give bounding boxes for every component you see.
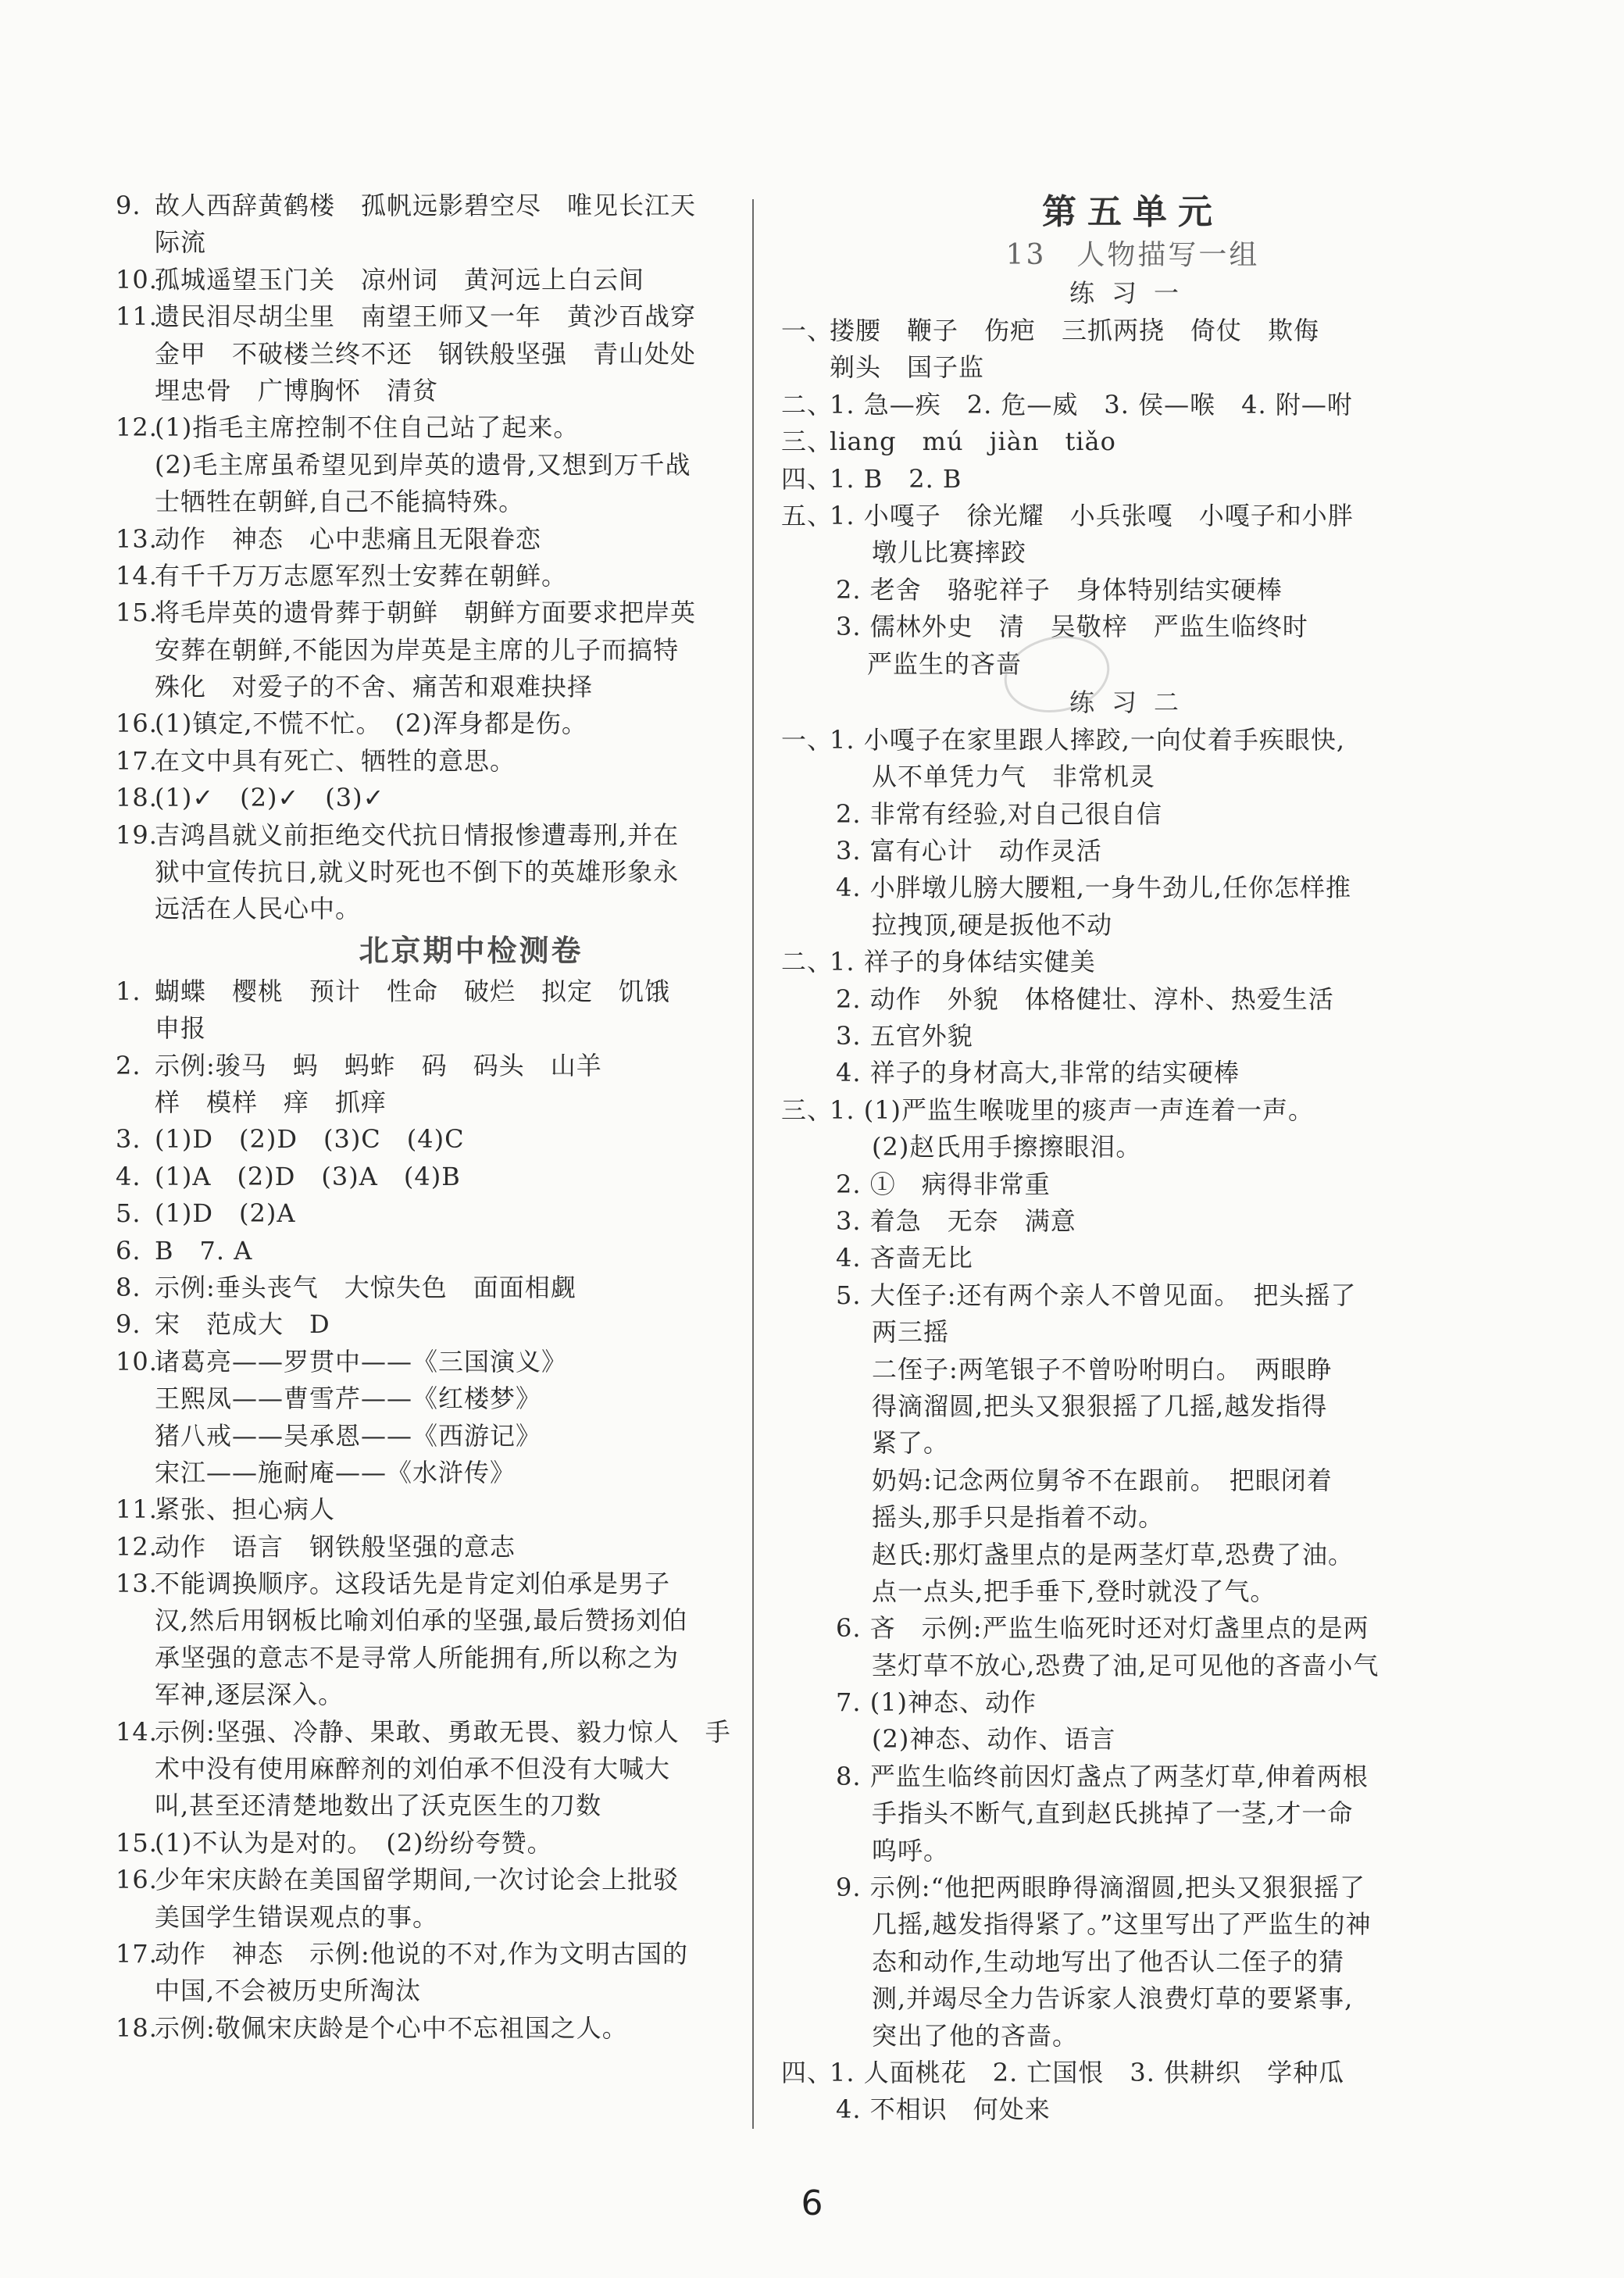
- answer-line: [116, 817, 764, 854]
- item-number: 2.: [116, 1050, 141, 1080]
- answer-line: [116, 594, 764, 631]
- answer-line: [116, 1787, 764, 1824]
- answer-text: 术中没有使用麻醉剂的刘伯承不但没有大喊大: [155, 1754, 671, 1784]
- answer-line: [781, 534, 1437, 571]
- item-number: 10.: [116, 1346, 158, 1376]
- answer-line: [781, 1203, 1437, 1240]
- item-number: 三、: [781, 1094, 833, 1125]
- answer-text: 摇头,那手只是指着不动。: [872, 1502, 1165, 1533]
- answer-line: [781, 1980, 1437, 2017]
- answer-text: (1)D (2)A: [155, 1198, 296, 1229]
- answer-line: [116, 187, 764, 224]
- answer-line: [116, 1640, 764, 1676]
- answer-line: [116, 743, 764, 780]
- answer-text: 奶妈:记念两位舅爷不在跟前。 把眼闭着: [872, 1465, 1333, 1495]
- answer-text: 样 模样 痒 抓痒: [155, 1087, 387, 1117]
- answer-text: 9. 示例:“他把两眼睁得滴溜圆,把头又狠狠摇了: [836, 1873, 1366, 1903]
- item-number: 11.: [116, 1494, 158, 1525]
- answer-text: 二侄子:两笔银子不曾吩咐明白。 两眼睁: [872, 1354, 1333, 1384]
- answer-text: 2. 老舍 骆驼祥子 身体特别结实硬棒: [836, 574, 1283, 605]
- answer-line: [116, 298, 764, 335]
- answer-line: [781, 1129, 1437, 1166]
- answer-line: [781, 1314, 1437, 1351]
- answer-line: [116, 1714, 764, 1751]
- answer-line: [781, 1944, 1437, 1980]
- answer-line: [781, 833, 1437, 869]
- answer-line: [116, 854, 764, 891]
- answer-line: [781, 349, 1437, 386]
- answer-line: [116, 1602, 764, 1639]
- answer-line: [116, 409, 764, 446]
- answer-text: 严监生的吝啬: [867, 648, 1023, 679]
- answer-text: 动作 神态 示例:他说的不对,作为文明古国的: [155, 1938, 688, 1969]
- item-number: 18.: [116, 783, 158, 813]
- answer-text: 呜呼。: [872, 1835, 950, 1866]
- answer-text: 示例:敬佩宋庆龄是个心中不忘祖国之人。: [155, 2012, 628, 2043]
- answer-text: 诸葛亮——罗贯中——《三国演义》: [155, 1346, 568, 1376]
- answer-line: [781, 722, 1437, 759]
- column-divider: [752, 199, 754, 2129]
- item-number: 17.: [116, 1938, 158, 1969]
- item-number: 14.: [116, 560, 158, 591]
- answer-line: [781, 2091, 1437, 2128]
- answer-line: [781, 1721, 1437, 1758]
- answer-text: 得滴溜圆,把头又狠狠摇了几摇,越发指得: [872, 1391, 1328, 1421]
- answer-text: 将毛岸英的遗骨葬于朝鲜 朝鲜方面要求把岸英: [155, 598, 697, 628]
- answer-line: [116, 1121, 764, 1158]
- answer-text: liang mú jiàn tiǎo: [830, 427, 1116, 457]
- answer-text: 军神,逐层深入。: [155, 1680, 344, 1710]
- answer-line: [116, 1491, 764, 1528]
- item-number: 三、: [781, 427, 833, 457]
- answer-text: 狱中宣传抗日,就义时死也不倒下的英雄形象永: [155, 857, 680, 887]
- answer-line: [116, 1159, 764, 1195]
- answer-line: [116, 1899, 764, 1936]
- answer-line: [781, 1166, 1437, 1203]
- item-number: 13.: [116, 1569, 158, 1599]
- answer-line: [116, 1455, 764, 1491]
- answer-line: [781, 796, 1437, 833]
- item-number: 17.: [116, 745, 158, 776]
- answer-text: 2. ① 病得非常重: [836, 1169, 1051, 1199]
- answer-line: [116, 1380, 764, 1417]
- answer-line: [116, 1418, 764, 1455]
- answer-text: 2. 非常有经验,对自己很自信: [836, 798, 1162, 829]
- answer-line: [116, 1048, 764, 1084]
- answer-line: [116, 780, 764, 816]
- answer-text: 汉,然后用钢板比喻刘伯承的坚强,最后赞扬刘伯: [155, 1605, 688, 1636]
- answer-text: (1)不认为是对的。 (2)纷纷夸赞。: [155, 1827, 553, 1858]
- item-number: 一、: [781, 316, 833, 345]
- answer-line: [781, 1277, 1437, 1314]
- answer-line: [781, 312, 1437, 349]
- answer-line: [781, 869, 1437, 906]
- answer-line: [116, 1233, 764, 1269]
- item-number: 二、: [781, 947, 833, 977]
- answer-text: 远活在人民心中。: [155, 894, 362, 924]
- item-number: 15.: [116, 1827, 158, 1858]
- answer-line: [116, 373, 764, 409]
- answer-text: 动作 语言 钢铁般坚强的意志: [155, 1531, 516, 1562]
- answer-text: 猪八戒——吴承恩——《西游记》: [155, 1420, 542, 1451]
- item-number: 3.: [116, 1124, 141, 1155]
- answer-text: 点一点头,把手垂下,登时就没了气。: [872, 1576, 1276, 1606]
- exercise-subtitle: 练习一: [1069, 278, 1196, 308]
- answer-line: [781, 981, 1437, 1018]
- answer-line: [781, 1499, 1437, 1536]
- answer-line: [116, 1751, 764, 1787]
- item-number: 一、: [781, 724, 833, 755]
- answer-line: [781, 1425, 1437, 1462]
- answer-text: 3. 富有心计 动作灵活: [836, 836, 1102, 866]
- answer-text: 动作 神态 心中悲痛且无限眷恋: [155, 523, 542, 554]
- answer-line: [116, 224, 764, 261]
- answer-line: [116, 1973, 764, 2009]
- answer-line: [781, 461, 1437, 498]
- answer-text: 宋 范成大 D: [155, 1309, 330, 1340]
- answer-text: 3. 五官外貌: [836, 1021, 973, 1052]
- answer-line: [781, 1906, 1437, 1943]
- answer-line: [116, 447, 764, 484]
- answer-text: 中国,不会被历史所淘汰: [155, 1976, 422, 2006]
- answer-line: [781, 1055, 1437, 1091]
- answer-line: [781, 907, 1437, 944]
- answer-text: 从不单凭力气 非常机灵: [872, 762, 1156, 792]
- answer-text: (2)毛主席虽希望见到岸英的遗骨,又想到万千战: [155, 449, 691, 480]
- answer-text: (1)✓ (2)✓ (3)✓: [155, 783, 385, 813]
- answer-text: 孤城遥望玉门关 凉州词 黄河远上白云间: [155, 264, 645, 295]
- answer-text: (1)D (2)D (3)C (4)C: [155, 1124, 465, 1155]
- answer-text: 王熙凤——曹雪芹——《红楼梦》: [155, 1384, 542, 1414]
- answer-text: 示例:骏马 蚂 蚂蚱 码 码头 山羊: [155, 1050, 602, 1080]
- answer-text: 宋江——施耐庵——《水浒传》: [155, 1457, 516, 1487]
- section-heading: 北京期中检测卷: [359, 933, 584, 968]
- item-number: 13.: [116, 523, 158, 554]
- answer-text: 5. 大侄子:还有两个亲人不曾见面。 把头摇了: [836, 1280, 1357, 1310]
- answer-text: 遗民泪尽胡尘里 南望王师又一年 黄沙百战穿: [155, 302, 697, 332]
- answer-line: [116, 1344, 764, 1380]
- page-number: 6: [801, 2183, 823, 2223]
- answer-text: 墩儿比赛摔跤: [872, 537, 1027, 568]
- item-number: 4.: [116, 1161, 141, 1191]
- answer-line: [116, 705, 764, 742]
- answer-line: [781, 1351, 1437, 1388]
- answer-line: [116, 336, 764, 373]
- item-number: 18.: [116, 2012, 158, 2043]
- answer-text: (1)镇定,不慌不忙。 (2)浑身都是伤。: [155, 709, 587, 739]
- answer-line: [781, 1388, 1437, 1425]
- answer-line: [116, 1862, 764, 1898]
- answer-text: 申报: [155, 1013, 207, 1044]
- answer-text: 1. 急—疾 2. 危—威 3. 侯—喉 4. 附—咐: [830, 389, 1353, 420]
- answer-text: 示例:垂头丧气 大惊失色 面面相觑: [155, 1272, 576, 1302]
- item-number: 四、: [781, 463, 833, 494]
- answer-line: [781, 1092, 1437, 1129]
- answer-text: 1. 人面桃花 2. 亡国恨 3. 供耕织 学种瓜: [830, 2057, 1345, 2087]
- item-number: 二、: [781, 389, 833, 420]
- answer-text: 6. 吝 示例:严监生临死时还对灯盏里点的是两: [836, 1613, 1369, 1644]
- answer-text: 测,并竭尽全力告诉家人浪费灯草的要紧事,: [872, 1983, 1354, 2014]
- answer-text: 4. 吝啬无比: [836, 1243, 973, 1273]
- answer-line: [781, 2018, 1437, 2055]
- answer-text: 1. 小嘎子在家里跟人摔跤,一向仗着手疾眼快,: [830, 724, 1346, 755]
- answer-text: (2)赵氏用手擦擦眼泪。: [872, 1132, 1142, 1162]
- item-number: 9.: [116, 191, 141, 220]
- answer-line: [116, 2010, 764, 2047]
- answer-text: 际流: [155, 227, 207, 258]
- answer-text: 1. 祥子的身体结实健美: [830, 947, 1096, 977]
- item-number: 8.: [116, 1272, 141, 1302]
- left-column: [116, 187, 764, 2047]
- item-number: 5.: [116, 1198, 141, 1229]
- item-number: 四、: [781, 2057, 833, 2087]
- answer-text: 突出了他的吝啬。: [872, 2020, 1079, 2051]
- answer-line: [781, 498, 1437, 534]
- answer-text: (1)指毛主席控制不住自己站了起来。: [155, 412, 580, 443]
- item-number: 9.: [116, 1309, 141, 1340]
- answer-line: [781, 1684, 1437, 1721]
- answer-text: 吉鸿昌就义前拒绝交代抗日情报惨遭毒刑,并在: [155, 819, 680, 850]
- item-number: 14.: [116, 1716, 158, 1747]
- item-number: 12.: [116, 1531, 158, 1562]
- answer-line: [116, 1269, 764, 1306]
- answer-text: 士牺牲在朝鲜,自己不能搞特殊。: [155, 487, 525, 517]
- item-number: 11.: [116, 302, 158, 332]
- answer-line: [116, 669, 764, 705]
- answer-line: [781, 1018, 1437, 1055]
- answer-text: (1)A (2)D (3)A (4)B: [155, 1161, 461, 1191]
- answer-text: 在文中具有死亡、牺牲的意思。: [155, 745, 516, 776]
- answer-text: 故人西辞黄鹤楼 孤帆远影碧空尽 唯见长江天: [155, 191, 697, 220]
- answer-line: [116, 1306, 764, 1343]
- answer-line: [116, 558, 764, 594]
- answer-line: [781, 1462, 1437, 1499]
- answer-line: [781, 1833, 1437, 1869]
- answer-line: [116, 262, 764, 298]
- answer-line: [781, 646, 1437, 683]
- answer-text: 8. 严监生临终前因灯盏点了两茎灯草,伸着两根: [836, 1761, 1369, 1791]
- answer-line: [116, 521, 764, 558]
- unit-title: 第五单元: [1042, 192, 1223, 232]
- answer-text: 赵氏:那灯盏里点的是两茎灯草,恐费了油。: [872, 1539, 1354, 1569]
- answer-text: 叫,甚至还清楚地数出了沃克医生的刀数: [155, 1791, 602, 1821]
- item-number: 16.: [116, 709, 158, 739]
- answer-text: 3. 着急 无奈 满意: [836, 1205, 1076, 1236]
- answer-text: 1. B 2. B: [830, 463, 962, 494]
- answer-text: 少年宋庆龄在美国留学期间,一次讨论会上批驳: [155, 1865, 680, 1895]
- answer-text: 2. 动作 外貌 体格健壮、淳朴、热爱生活: [836, 984, 1334, 1014]
- answer-text: B 7. A: [155, 1235, 253, 1266]
- answer-line: [116, 1676, 764, 1713]
- answer-line: [781, 1648, 1437, 1684]
- answer-line: [781, 1573, 1437, 1610]
- answer-line: [116, 1936, 764, 1973]
- answer-line: [781, 1240, 1437, 1276]
- answer-line: [116, 484, 764, 520]
- answer-line: [781, 1610, 1437, 1647]
- answer-text: 剃头 国子监: [830, 352, 985, 383]
- answer-line: [781, 759, 1437, 795]
- answer-line: [781, 1758, 1437, 1795]
- item-number: 12.: [116, 412, 158, 443]
- item-number: 1.: [116, 976, 141, 1006]
- lesson-title: 13 人物描写一组: [1005, 239, 1260, 271]
- answer-text: 示例:坚强、冷静、果敢、勇敢无畏、毅力惊人 手: [155, 1716, 731, 1747]
- answer-text: 7. (1)神态、动作: [836, 1687, 1037, 1718]
- answer-text: 紧张、担心病人: [155, 1494, 336, 1525]
- answer-text: 1. 小嘎子 徐光耀 小兵张嘎 小嘎子和小胖: [830, 500, 1354, 530]
- answer-text: 安葬在朝鲜,不能因为岸英是主席的儿子而搞特: [155, 634, 680, 665]
- answer-text: 美国学生错误观点的事。: [155, 1901, 439, 1932]
- answer-text: 1. (1)严监生喉咙里的痰声一声连着一声。: [830, 1094, 1315, 1125]
- answer-line: [781, 572, 1437, 609]
- answer-text: 态和动作,生动地写出了他否认二侄子的猜: [872, 1946, 1345, 1976]
- answer-text: 不能调换顺序。这段话先是肯定刘伯承是男子: [155, 1569, 671, 1599]
- answer-line: [116, 1566, 764, 1602]
- answer-text: 蝴蝶 樱桃 预计 性命 破烂 拟定 饥饿: [155, 976, 671, 1006]
- answer-text: 手指头不断气,直到赵氏挑掉了一茎,才一命: [872, 1798, 1354, 1829]
- answer-text: 两三摇: [872, 1317, 950, 1348]
- answer-line: [116, 1195, 764, 1232]
- answer-text: 承坚强的意志不是寻常人所能拥有,所以称之为: [155, 1642, 680, 1673]
- item-number: 6.: [116, 1235, 141, 1266]
- answer-line: [781, 1869, 1437, 1906]
- answer-line: [116, 1084, 764, 1121]
- answer-text: 殊化 对爱子的不舍、痛苦和艰难抉择: [155, 672, 594, 702]
- answer-line: [781, 1795, 1437, 1832]
- answer-line: [781, 387, 1437, 423]
- item-number: 16.: [116, 1865, 158, 1895]
- item-number: 五、: [781, 500, 833, 530]
- answer-text: 3. 儒林外史 清 吴敬梓 严监生临终时: [836, 612, 1308, 642]
- answer-text: 几摇,越发指得紧了。”这里写出了严监生的神: [872, 1909, 1372, 1940]
- answer-line: [781, 944, 1437, 980]
- answer-text: 茎灯草不放心,恐费了油,足可见他的吝啬小气: [872, 1650, 1380, 1680]
- answer-text: 搂腰 鞭子 伤疤 三抓两挠 倚仗 欺侮: [830, 316, 1320, 345]
- answer-text: (2)神态、动作、语言: [872, 1724, 1116, 1755]
- answer-line: [116, 1010, 764, 1047]
- answer-text: 紧了。: [872, 1428, 950, 1459]
- answer-line: [781, 609, 1437, 645]
- answer-text: 4. 小胖墩儿膀大腰粗,一身牛劲儿,任你怎样推: [836, 873, 1352, 903]
- exercise-subtitle: 练习二: [1069, 687, 1196, 717]
- answer-text: 拉拽顶,硬是扳他不动: [872, 909, 1113, 940]
- answer-line: [116, 1529, 764, 1566]
- answer-text: 金甲 不破楼兰终不还 钢铁般坚强 青山处处: [155, 338, 697, 369]
- answer-line: [116, 632, 764, 669]
- answer-line: [781, 2055, 1437, 2091]
- item-number: 19.: [116, 819, 158, 850]
- answer-line: [116, 1825, 764, 1862]
- answer-text: 埋忠骨 广博胸怀 清贫: [155, 375, 439, 405]
- answer-line: [781, 1537, 1437, 1573]
- answer-line: [116, 973, 764, 1010]
- answer-text: 4. 祥子的身材高大,非常的结实硬棒: [836, 1058, 1240, 1088]
- item-number: 10.: [116, 264, 158, 295]
- answer-line: [781, 423, 1437, 460]
- answer-text: 有千千万万志愿军烈士安葬在朝鲜。: [155, 560, 568, 591]
- item-number: 15.: [116, 598, 158, 628]
- right-column: [781, 187, 1437, 2129]
- answer-line: [116, 891, 764, 927]
- answer-text: 4. 不相识 何处来: [836, 2094, 1051, 2125]
